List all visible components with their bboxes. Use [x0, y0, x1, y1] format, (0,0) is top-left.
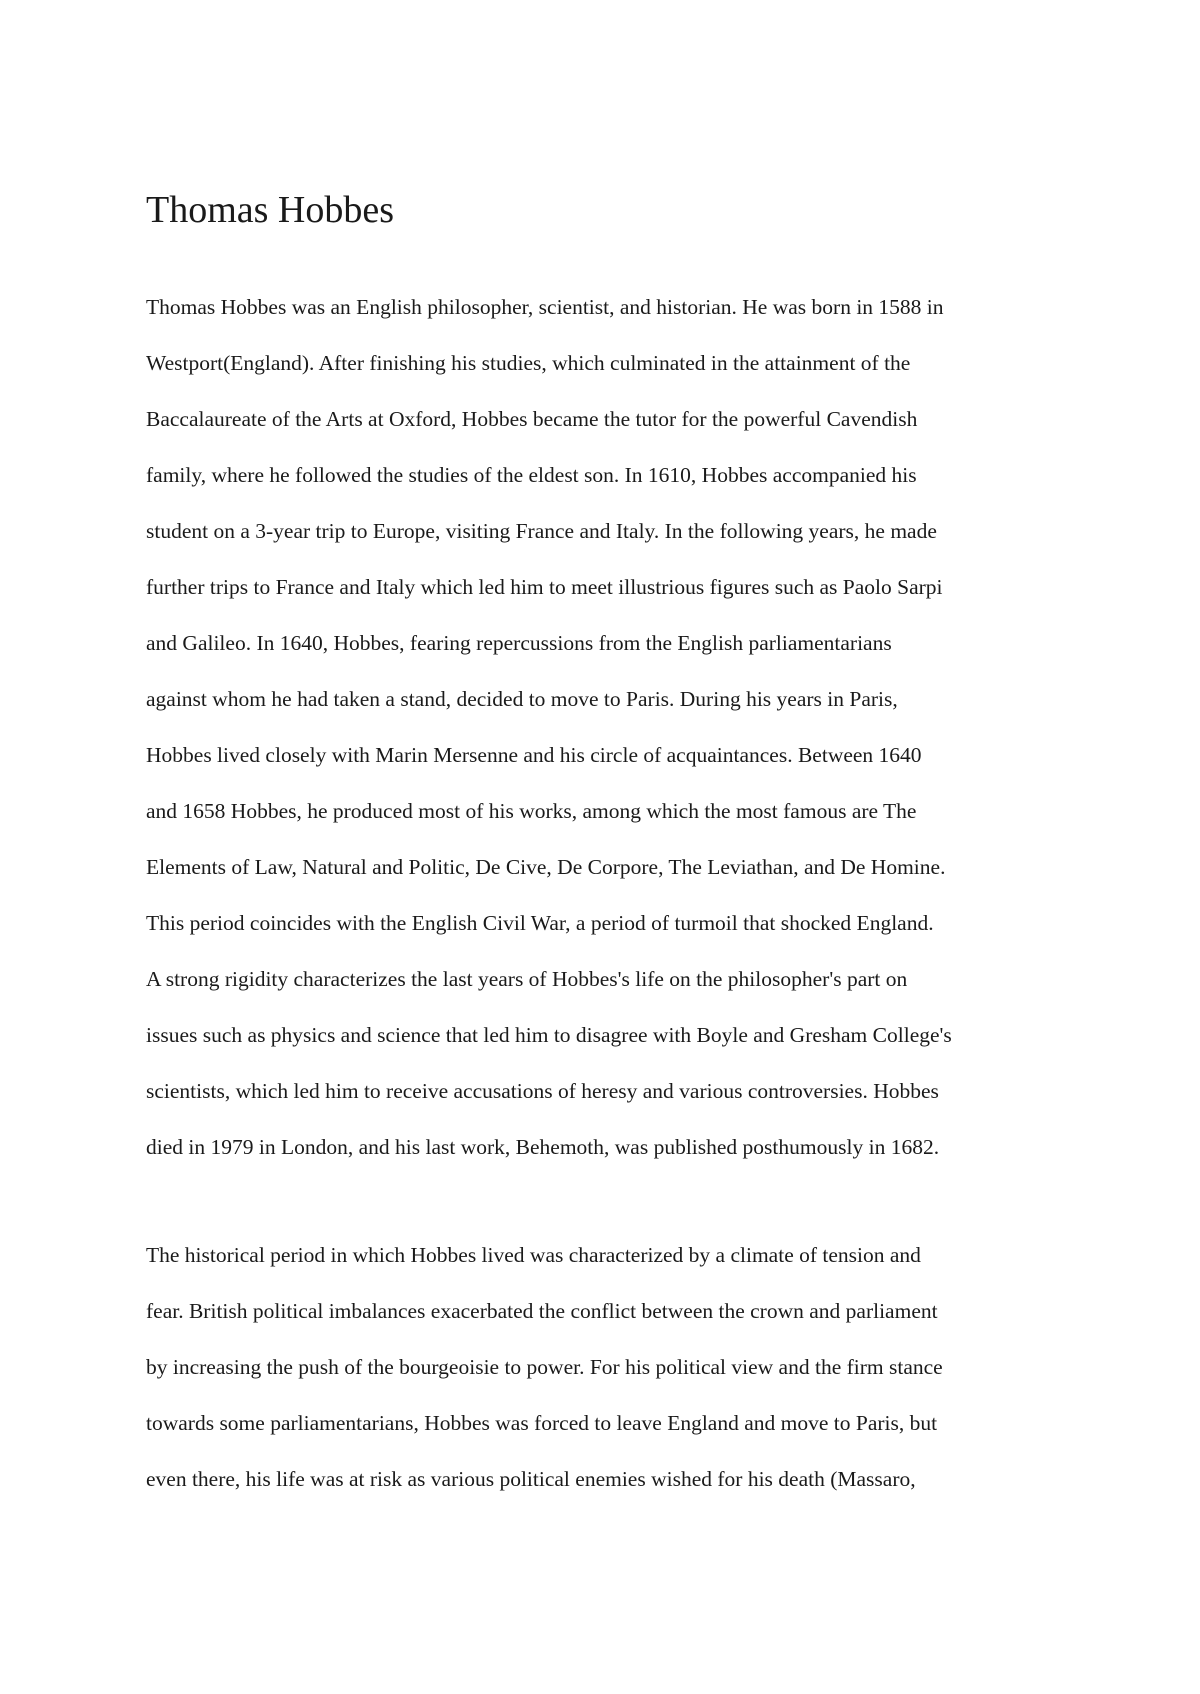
paragraph-line: scientists, which led him to receive accusations of heresy and various controversies. Hobbes — [146, 1079, 939, 1103]
paragraph-line: The historical period in which Hobbes lived was characterized by a climate of tension and — [146, 1243, 921, 1267]
paragraph-line: fear. British political imbalances exacerbated the conflict between the crown and parliament — [146, 1299, 938, 1323]
paragraph-line: Thomas Hobbes was an English philosopher, scientist, and historian. He was born in 1588 in — [146, 295, 944, 319]
paragraph-line: further trips to France and Italy which led him to meet illustrious figures such as Paolo Sarpi — [146, 575, 943, 599]
document-title: Thomas Hobbes — [146, 189, 395, 231]
paragraph-line: towards some parliamentarians, Hobbes was forced to leave England and move to Paris, but — [146, 1411, 938, 1435]
paragraph-line: issues such as physics and science that led him to disagree with Boyle and Gresham College's — [146, 1023, 952, 1047]
paragraph-line: This period coincides with the English Civil War, a period of turmoil that shocked England. — [146, 911, 934, 935]
paragraph-line: Westport(England). After finishing his studies, which culminated in the attainment of the — [146, 351, 911, 375]
paragraph-line: student on a 3-year trip to Europe, visiting France and Italy. In the following years, he made — [146, 519, 937, 543]
paragraph-2 — [146, 1227, 943, 1507]
paragraph-line: Elements of Law, Natural and Politic, De Cive, De Corpore, The Leviathan, and De Homine. — [146, 855, 946, 879]
paragraph-line: against whom he had taken a stand, decided to move to Paris. During his years in Paris, — [146, 687, 898, 711]
paragraph-line: family, where he followed the studies of the eldest son. In 1610, Hobbes accompanied his — [146, 463, 917, 487]
paragraph-line: by increasing the push of the bourgeoisie to power. For his political view and the firm stance — [146, 1355, 943, 1379]
paragraph-line: even there, his life was at risk as various political enemies wished for his death (Massaro, — [146, 1467, 916, 1491]
paragraph-line: Hobbes lived closely with Marin Mersenne and his circle of acquaintances. Between 1640 — [146, 743, 922, 767]
paragraph-line: died in 1979 in London, and his last work, Behemoth, was published posthumously in 1682. — [146, 1135, 940, 1159]
paragraph-line: Baccalaureate of the Arts at Oxford, Hobbes became the tutor for the powerful Cavendish — [146, 407, 918, 431]
paragraph-1 — [146, 279, 952, 1175]
paragraph-line: and 1658 Hobbes, he produced most of his works, among which the most famous are The — [146, 799, 917, 823]
paragraph-line: and Galileo. In 1640, Hobbes, fearing repercussions from the English parliamentarians — [146, 631, 892, 655]
paragraph-line: A strong rigidity characterizes the last years of Hobbes's life on the philosopher's part on — [146, 967, 908, 991]
